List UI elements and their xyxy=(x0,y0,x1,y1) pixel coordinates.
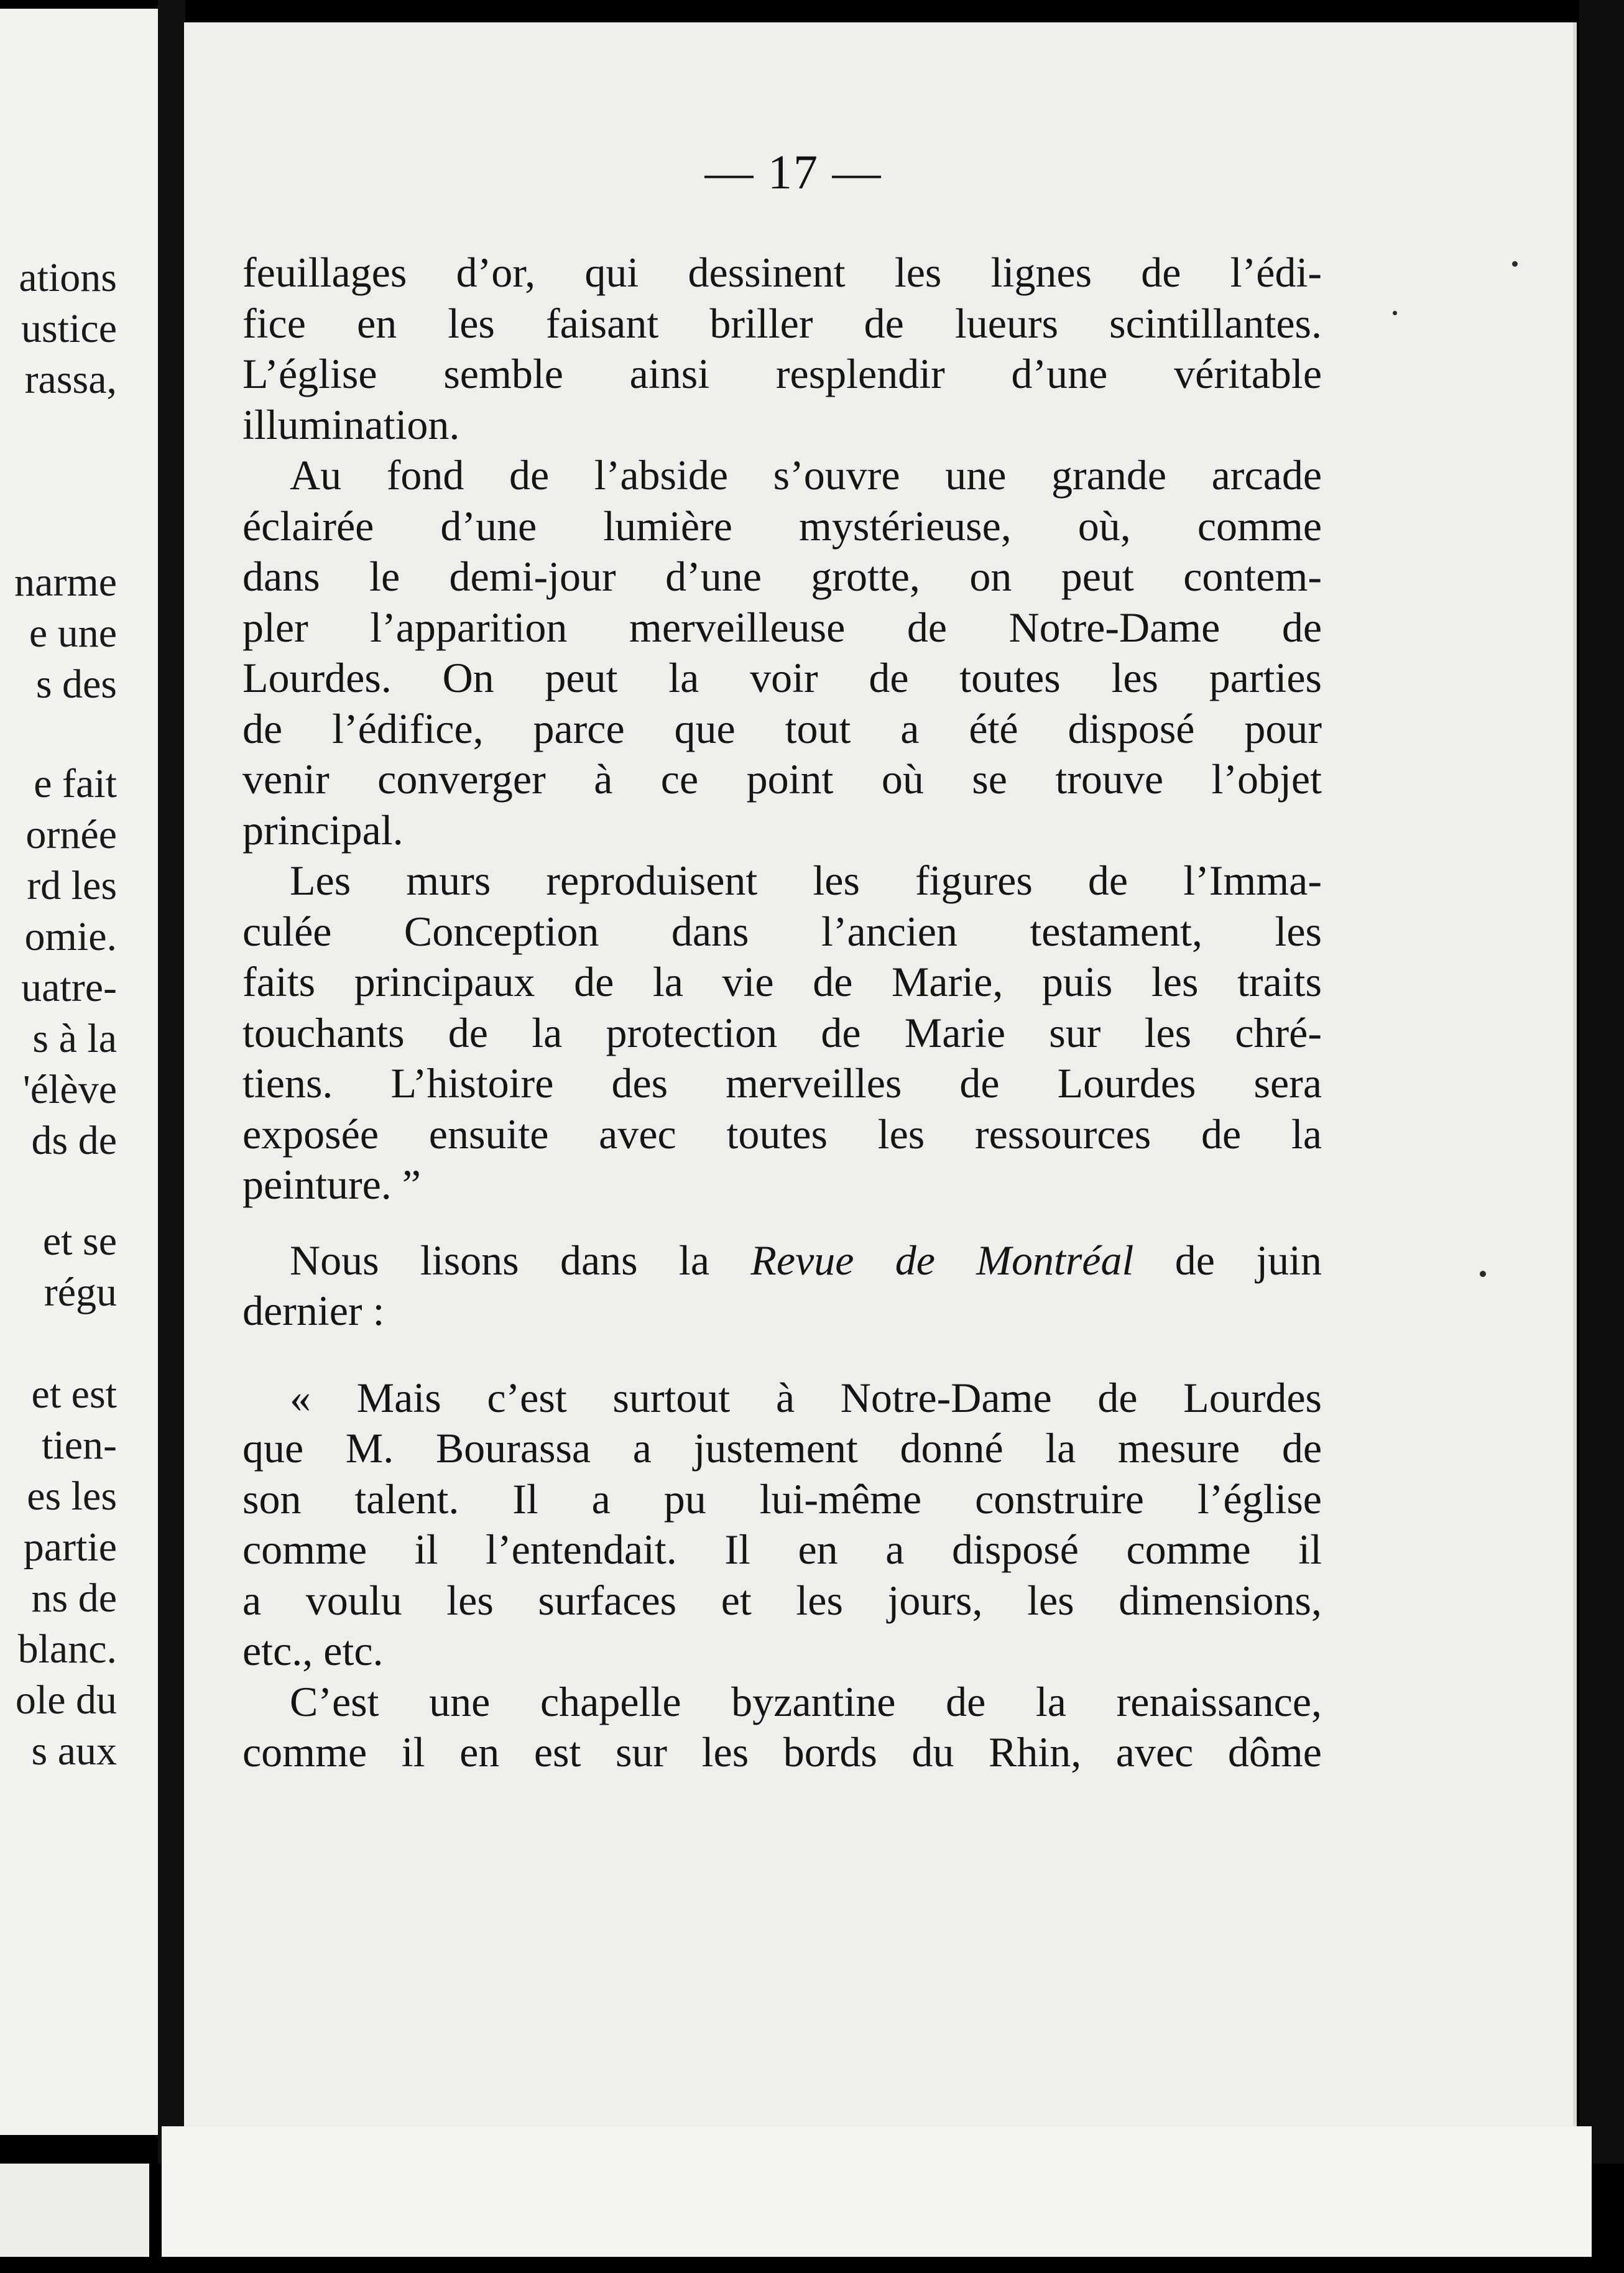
text-line: touchants de la protection de Marie sur les chré- xyxy=(242,1008,1322,1056)
text-line: Lourdes. On peut la voir de toutes les parties xyxy=(242,654,1322,701)
text-line: fice en les faisant briller de lueurs scintillantes. xyxy=(242,299,1322,347)
text-line xyxy=(242,1235,1322,1286)
text-line: que M. Bourassa a justement donné la mesure de xyxy=(242,1424,1322,1472)
left-fragment: ds de xyxy=(31,1118,117,1163)
text-line: a voulu les surfaces et les jours, les dimensions, xyxy=(242,1576,1322,1624)
left-fragment: ations xyxy=(19,255,117,300)
left-fragment: ustice xyxy=(21,306,117,351)
paper-speck xyxy=(1480,1271,1486,1277)
text-line: etc., etc. xyxy=(242,1627,384,1674)
book-gutter xyxy=(158,0,185,2164)
left-fragment: uatre- xyxy=(21,965,117,1010)
text-line: principal. xyxy=(242,806,404,854)
paragraph xyxy=(242,1677,1322,1778)
left-fragment: et se xyxy=(42,1219,117,1264)
left-fragment: ole du xyxy=(15,1677,117,1723)
lower-sheet-left xyxy=(0,2164,149,2257)
left-fragment: s aux xyxy=(31,1728,117,1774)
text-line: comme il en est sur les bords du Rhin, avec dôme xyxy=(242,1728,1322,1776)
text-line: faits principaux de la vie de Marie, puis les traits xyxy=(242,958,1322,1005)
text-line: culée Conception dans l’ancien testament, les xyxy=(242,907,1322,955)
text-line: exposée ensuite avec toutes les ressources de la xyxy=(242,1110,1322,1158)
text-line: comme il l’entendait. Il en a disposé comme il xyxy=(242,1526,1322,1573)
left-fragment: ornée xyxy=(25,812,117,857)
left-fragment: 'élève xyxy=(22,1067,117,1112)
left-fragment: s des xyxy=(35,662,117,707)
paragraph xyxy=(242,1235,1322,1337)
paragraph xyxy=(242,855,1322,1210)
text-line: dernier : xyxy=(242,1287,385,1334)
left-fragment: ns de xyxy=(31,1575,117,1621)
paragraph xyxy=(242,450,1322,855)
paragraph xyxy=(242,1373,1322,1677)
text-line: éclairée d’une lumière mystérieuse, où, comme xyxy=(242,502,1322,550)
text-line: L’église semble ainsi resplendir d’une véritable xyxy=(242,350,1322,397)
text-span: de juin xyxy=(1174,1236,1322,1284)
body-text xyxy=(242,247,1322,1778)
left-page-fragment xyxy=(0,9,159,2135)
text-line: peinture. ” xyxy=(242,1161,421,1208)
text-line: C’est une chapelle byzantine de la renaissance, xyxy=(290,1677,1322,1725)
paper-speck xyxy=(1512,261,1518,267)
left-fragment: e une xyxy=(29,611,117,656)
text-line: pler l’apparition merveilleuse de Notre-Dame de xyxy=(242,603,1322,651)
text-line: son talent. Il a pu lui-même construire l’église xyxy=(242,1475,1322,1523)
left-fragment: omie. xyxy=(24,914,117,959)
left-fragment: rd les xyxy=(27,863,117,908)
text-line: tiens. L’histoire des merveilles de Lourdes sera xyxy=(242,1059,1322,1107)
left-fragment: narme xyxy=(14,560,117,605)
text-line: « Mais c’est surtout à Notre-Dame de Lourdes xyxy=(290,1373,1322,1421)
left-fragment: blanc. xyxy=(17,1626,117,1672)
lower-sheet xyxy=(162,2126,1592,2257)
page-edge-shadow xyxy=(1579,0,1624,2164)
text-line: dans le demi-jour d’une grotte, on peut contem- xyxy=(242,553,1322,600)
page-number: — 17 — xyxy=(704,145,882,199)
text-line: de l’édifice, parce que tout a été disposé pour xyxy=(242,704,1322,752)
left-fragment: e fait xyxy=(34,761,117,806)
journal-title: Revue de Montréal xyxy=(750,1236,1134,1284)
text-line: Au fond de l’abside s’ouvre une grande arcade xyxy=(290,451,1322,499)
left-fragment: régu xyxy=(44,1270,117,1315)
left-fragment: partie xyxy=(23,1524,117,1570)
text-line: Les murs reproduisent les figures de l’Imma- xyxy=(290,857,1322,904)
left-fragment: es les xyxy=(27,1473,117,1519)
left-fragment: et est xyxy=(31,1372,117,1417)
text-line: illumination. xyxy=(242,400,460,448)
paragraph xyxy=(242,247,1322,450)
left-fragment: rassa, xyxy=(24,357,117,402)
text-line: feuillages d’or, qui dessinent les lignes de l’édi- xyxy=(242,249,1322,296)
left-fragment: s à la xyxy=(32,1016,117,1061)
paper-speck xyxy=(1393,311,1397,315)
text-line: venir converger à ce point où se trouve l’objet xyxy=(242,755,1322,803)
left-fragment: tien- xyxy=(42,1422,117,1468)
text-span: Nous lisons dans la xyxy=(290,1236,710,1284)
